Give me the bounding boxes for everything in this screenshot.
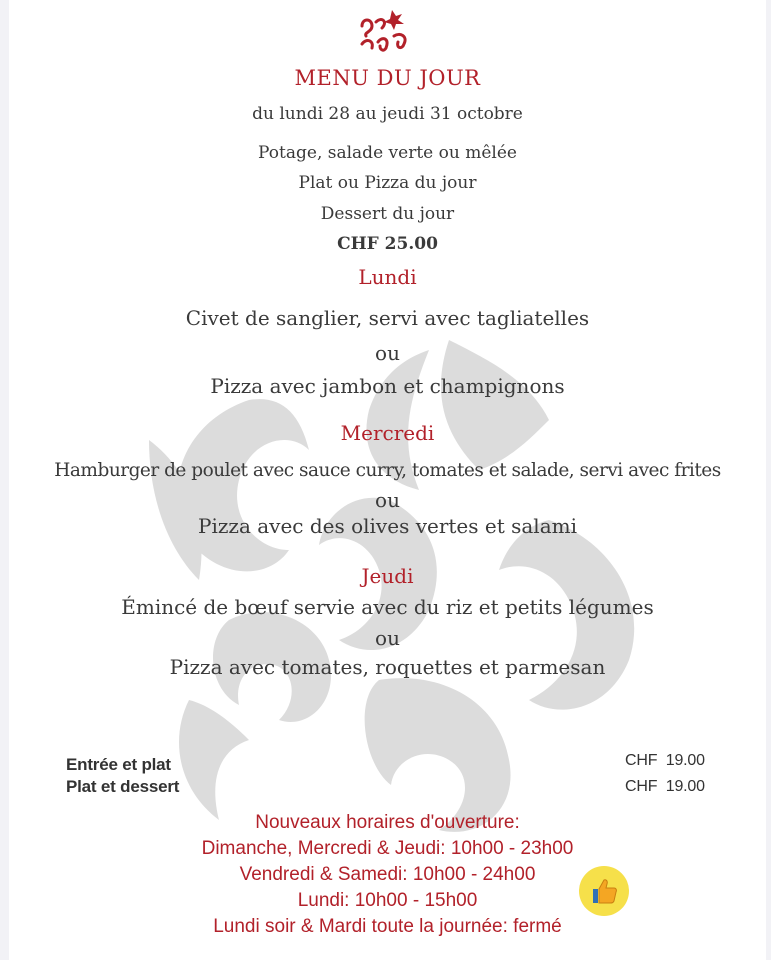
menu-item-2: Plat ou Pizza du jour: [298, 173, 477, 193]
combo-price-entree-plat: CHF 19.00: [625, 752, 705, 769]
day-heading-mercredi: Mercredi: [340, 421, 435, 445]
dish-lundi-2: Pizza avec jambon et champignons: [210, 374, 565, 398]
date-range: du lundi 28 au jeudi 31 octobre: [252, 104, 523, 124]
thumbs-up-icon: [579, 866, 629, 916]
day-heading-lundi: Lundi: [358, 265, 417, 289]
menu-title: MENU DU JOUR: [294, 66, 481, 90]
dish-separator: ou: [375, 626, 400, 650]
hours-line: Lundi: 10h00 - 15h00: [297, 890, 478, 911]
floral-ornament-icon: [354, 6, 416, 58]
combo-price-plat-dessert: CHF 19.00: [625, 778, 705, 795]
dish-separator: ou: [375, 341, 400, 365]
menu-item-3: Dessert du jour: [320, 204, 455, 224]
dish-mercredi-2: Pizza avec des olives vertes et salami: [198, 514, 577, 538]
hours-heading: Nouveaux horaires d'ouverture:: [255, 812, 520, 833]
dish-mercredi-1: Hamburger de poulet avec sauce curry, tomates et salade, servi avec frites: [54, 460, 721, 481]
hours-line: Dimanche, Mercredi & Jeudi: 10h00 - 23h00: [201, 838, 574, 859]
combo-label-entree-plat: Entrée et plat: [66, 755, 171, 774]
combo-label-plat-dessert: Plat et dessert: [66, 777, 180, 796]
menu-item-1: Potage, salade verte ou mêlée: [258, 143, 517, 163]
dish-jeudi-1: Émincé de bœuf servie avec du riz et petits légumes: [121, 595, 654, 619]
menu-page: [9, 0, 766, 960]
dish-lundi-1: Civet de sanglier, servi avec tagliatelles: [185, 306, 590, 330]
dish-jeudi-2: Pizza avec tomates, roquettes et parmesan: [169, 655, 606, 679]
dish-separator: ou: [375, 488, 400, 512]
hours-line: Lundi soir & Mardi toute la journée: fermé: [213, 916, 562, 937]
hours-line: Vendredi & Samedi: 10h00 - 24h00: [239, 864, 536, 885]
day-heading-jeudi: Jeudi: [361, 564, 414, 588]
menu-price: CHF 25.00: [337, 234, 438, 254]
